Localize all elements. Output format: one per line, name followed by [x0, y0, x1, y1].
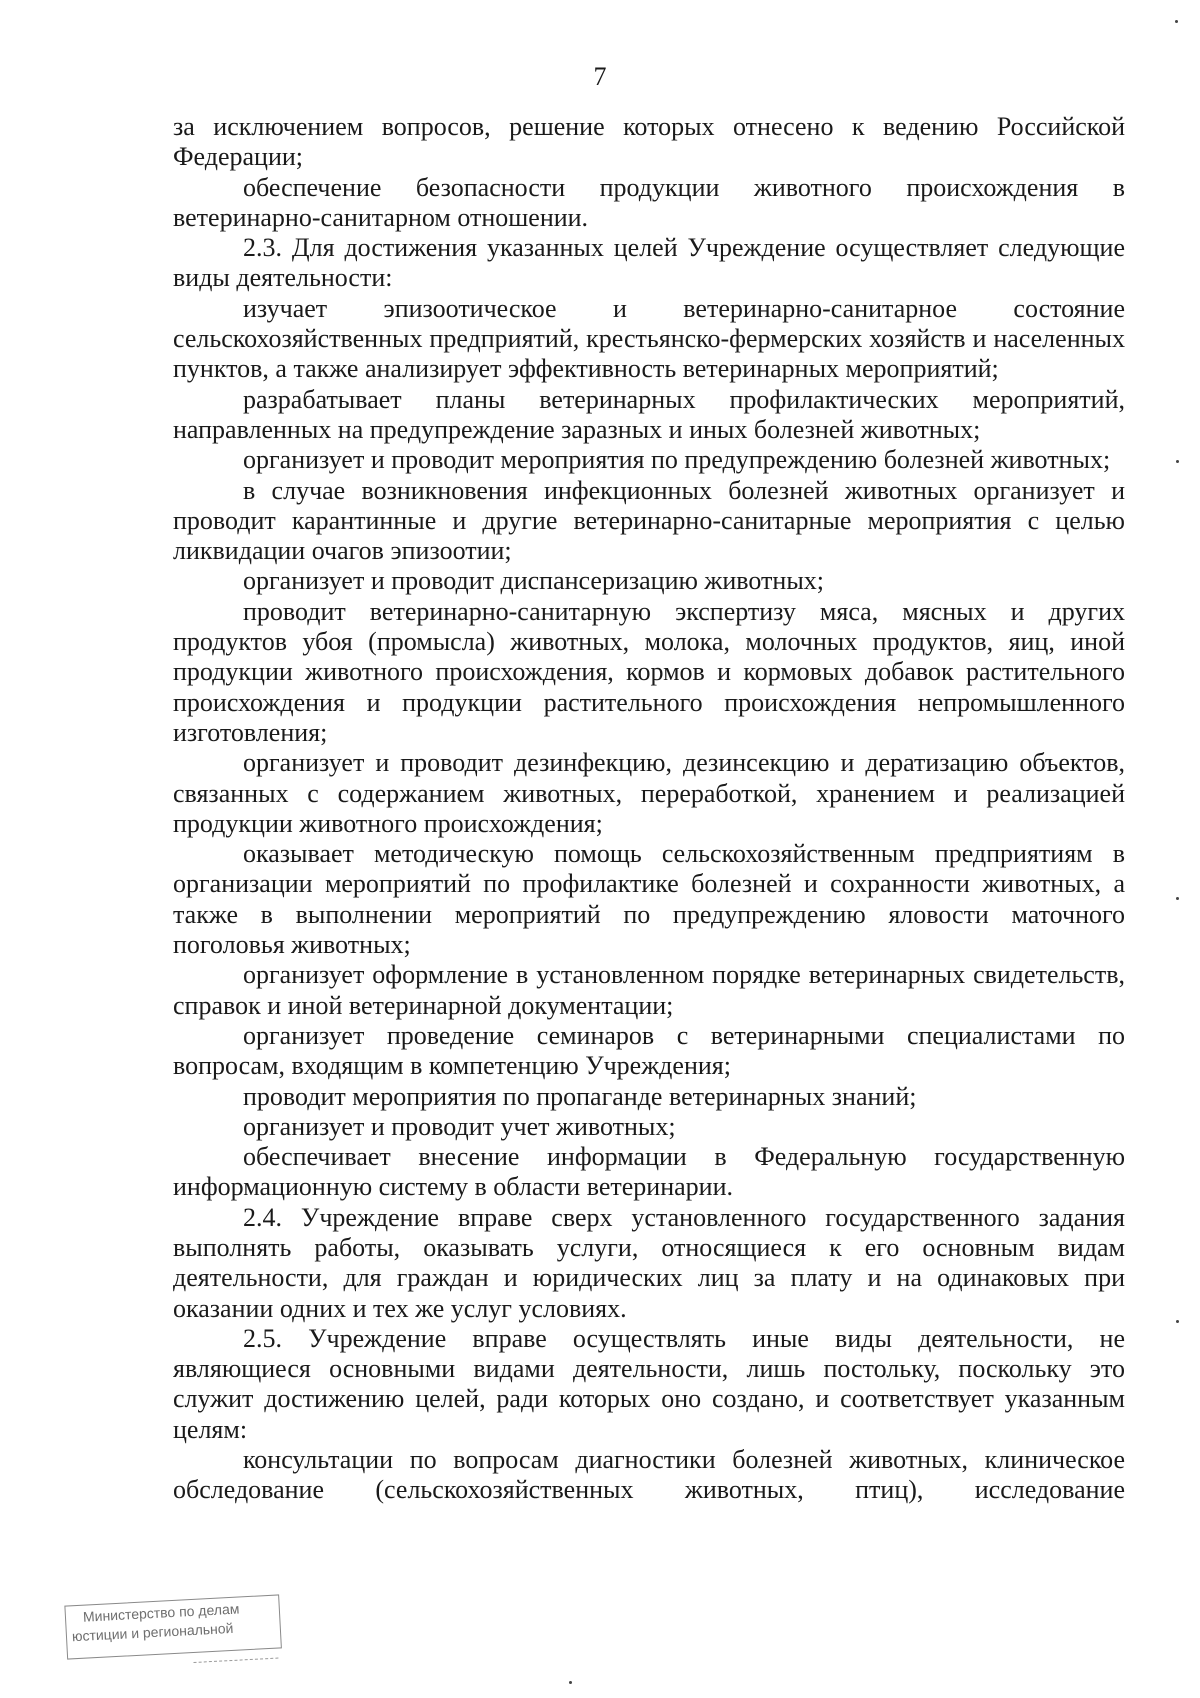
document-body — [173, 112, 1125, 1506]
paragraph: консультации по вопросам диагностики болезней животных, клиническое обследование (сельскохозяйственных животных, птиц), исследование — [173, 1445, 1125, 1505]
stamp-line: Министерство по делам — [82, 1600, 240, 1625]
paragraph: организует проведение семинаров с ветеринарными специалистами по вопросам, входящим в компетенцию Учреждения; — [173, 1020, 1125, 1081]
paragraph: проводит ветеринарно-санитарную экспертизу мяса, мясных и других продуктов убоя (промысла) животных, молока, молочных продуктов, яиц, иной продукции животного происхождения, кормов и кормовых добавок растительного происхождения и продукции растительного происхождения непромышленного изготовления; — [173, 596, 1125, 747]
paragraph: в случае возникновения инфекционных болезней животных организует и проводит карантинные и другие ветеринарно-санитарные мероприятия с целью ликвидации очагов эпизоотии; — [173, 475, 1125, 566]
paragraph: организует и проводит дезинфекцию, дезинсекцию и дератизацию объектов, связанных с содержанием животных, переработкой, хранением и реализацией продукции животного происхождения; — [173, 748, 1125, 838]
scan-speck — [1176, 897, 1179, 900]
paragraph: обеспечение безопасности продукции животного происхождения в ветеринарно-санитарном отношении. — [173, 172, 1125, 232]
scan-speck — [1175, 20, 1178, 23]
paragraph: организует и проводит мероприятия по предупреждению болезней животных; — [243, 445, 1111, 475]
paragraph: организует и проводит диспансеризацию животных; — [243, 566, 825, 596]
paragraph: проводит мероприятия по пропаганде ветеринарных знаний; — [243, 1081, 917, 1111]
paragraph: оказывает методическую помощь сельскохозяйственным предприятиям в организации мероприятий по профилактике болезней и сохранности животных, а также в выполнении мероприятий по предупреждению яловости маточного поголовья животных; — [173, 839, 1125, 960]
stamp-line: юстиции и региональной — [71, 1619, 234, 1645]
scan-speck — [1176, 460, 1179, 463]
paragraph: 2.4. Учреждение вправе сверх установленного государственного задания выполнять работы, оказывать услуги, относящиеся к его основным видам деятельности, для граждан и юридических лиц за плату и на одинаковых при оказании одних и тех же услуг условиях. — [173, 1202, 1125, 1323]
paragraph: разрабатывает планы ветеринарных профилактических мероприятий, направленных на предупреждение заразных и иных болезней животных; — [173, 384, 1125, 444]
paragraph: 2.3. Для достижения указанных целей Учреждение осуществляет следующие виды деятельности: — [173, 233, 1125, 293]
paragraph: за исключением вопросов, решение которых отнесено к ведению Российской Федерации; — [173, 112, 1125, 172]
paragraph: организует оформление в установленном порядке ветеринарных свидетельств, справок и иной ветеринарной документации; — [173, 960, 1125, 1020]
scan-speck — [1176, 1320, 1179, 1323]
page-number: 7 — [593, 62, 607, 91]
registration-stamp — [64, 1594, 282, 1673]
scan-speck — [569, 1681, 572, 1684]
paragraph: изучает эпизоотическое и ветеринарно-санитарное состояние сельскохозяйственных предприятий, крестьянско-фермерских хозяйств и населенных пунктов, а также анализирует эффективность ветеринарных мероприятий; — [173, 293, 1125, 384]
paragraph: обеспечивает внесение информации в Федеральную государственную информационную систему в области ветеринарии. — [173, 1142, 1125, 1202]
paragraph: 2.5. Учреждение вправе осуществлять иные виды деятельности, не являющиеся основными видами деятельности, лишь постольку, поскольку это служит достижению целей, ради которых оно создано, и соответствует указанным целям: — [173, 1323, 1125, 1444]
paragraph: организует и проводит учет животных; — [243, 1111, 676, 1141]
